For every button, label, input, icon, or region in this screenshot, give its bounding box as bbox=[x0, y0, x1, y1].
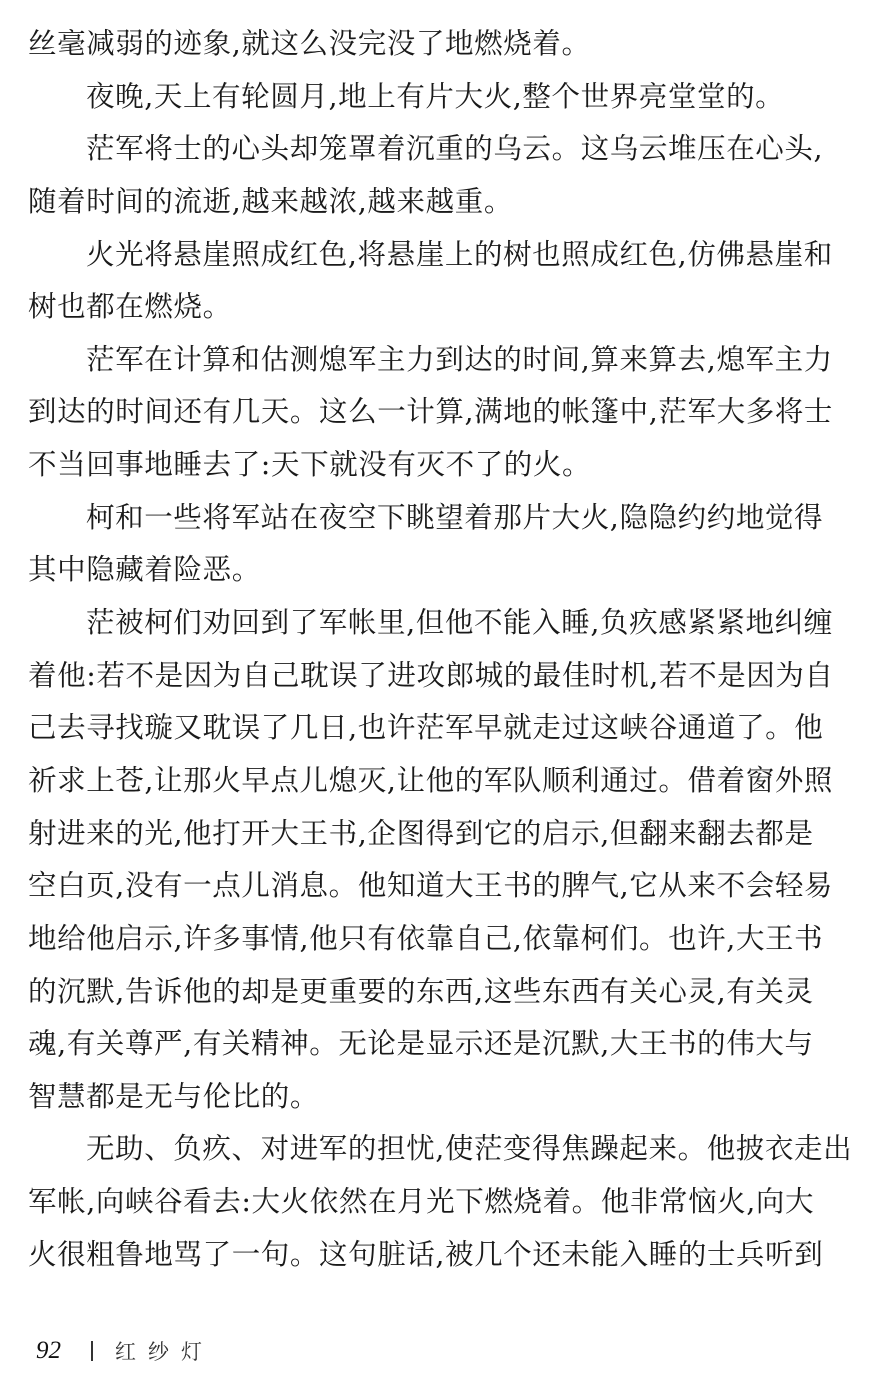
paragraph-first-line: 茫军将士的心头却笼罩着沉重的乌云。这乌云堆压在心头, bbox=[86, 132, 824, 166]
text-line: 其中隐藏着险恶。 bbox=[28, 553, 261, 587]
paragraph-first-line: 柯和一些将军站在夜空下眺望着那片大火,隐隐约约地觉得 bbox=[86, 500, 824, 534]
paragraph-first-line: 茫被柯们劝回到了军帐里,但他不能入睡,负疚感紧紧地纠缠 bbox=[86, 606, 833, 640]
page-body bbox=[28, 18, 853, 1281]
text-line: 射进来的光,他打开大王书,企图得到它的启示,但翻来翻去都是 bbox=[28, 816, 814, 850]
text-line: 魂,有关尊严,有关精神。无论是显示还是沉默,大王书的伟大与 bbox=[28, 1027, 814, 1061]
text-line: 智慧都是无与伦比的。 bbox=[28, 1079, 320, 1113]
text-line: 丝毫减弱的迹象,就这么没完没了地燃烧着。 bbox=[28, 27, 591, 60]
paragraph-first-line: 无助、负疚、对进军的担忧,使茫变得焦躁起来。他披衣走出 bbox=[86, 1132, 853, 1166]
text-line: 祈求上苍,让那火早点儿熄灭,让他的军队顺利通过。借着窗外照 bbox=[28, 763, 834, 797]
text-line: 树也都在燃烧。 bbox=[28, 290, 232, 324]
text-line: 空白页,没有一点儿消息。他知道大王书的脾气,它从来不会轻易 bbox=[28, 869, 834, 903]
paragraph-first-line: 夜晚,天上有轮圆月,地上有片大火,整个世界亮堂堂的。 bbox=[86, 79, 785, 113]
footer-divider bbox=[91, 1341, 93, 1361]
text-line: 随着时间的流逝,越来越浓,越来越重。 bbox=[28, 184, 513, 218]
text-line: 火很粗鲁地骂了一句。这句脏话,被几个还未能入睡的士兵听到 bbox=[28, 1237, 824, 1271]
page-footer bbox=[36, 1336, 214, 1366]
paragraph-first-line: 火光将悬崖照成红色,将悬崖上的树也照成红色,仿佛悬崖和 bbox=[86, 237, 833, 271]
running-title: 红纱灯 bbox=[115, 1340, 214, 1364]
text-line: 着他:若不是因为自己耽误了进攻郎城的最佳时机,若不是因为自 bbox=[28, 658, 834, 692]
page-number: 92 bbox=[36, 1337, 61, 1364]
text-line: 不当回事地睡去了:天下就没有灭不了的火。 bbox=[28, 448, 592, 482]
text-line: 地给他启示,许多事情,他只有依靠自己,依靠柯们。也许,大王书 bbox=[28, 921, 824, 955]
paragraph-first-line: 茫军在计算和估测熄军主力到达的时间,算来算去,熄军主力 bbox=[86, 342, 833, 376]
text-line: 的沉默,告诉他的却是更重要的东西,这些东西有关心灵,有关灵 bbox=[28, 974, 814, 1008]
text-line: 军帐,向峡谷看去:大火依然在月光下燃烧着。他非常恼火,向大 bbox=[28, 1185, 815, 1219]
text-line: 己去寻找璇又耽误了几日,也许茫军早就走过这峡谷通道了。他 bbox=[28, 711, 824, 745]
text-line: 到达的时间还有几天。这么一计算,满地的帐篷中,茫军大多将士 bbox=[28, 395, 834, 429]
